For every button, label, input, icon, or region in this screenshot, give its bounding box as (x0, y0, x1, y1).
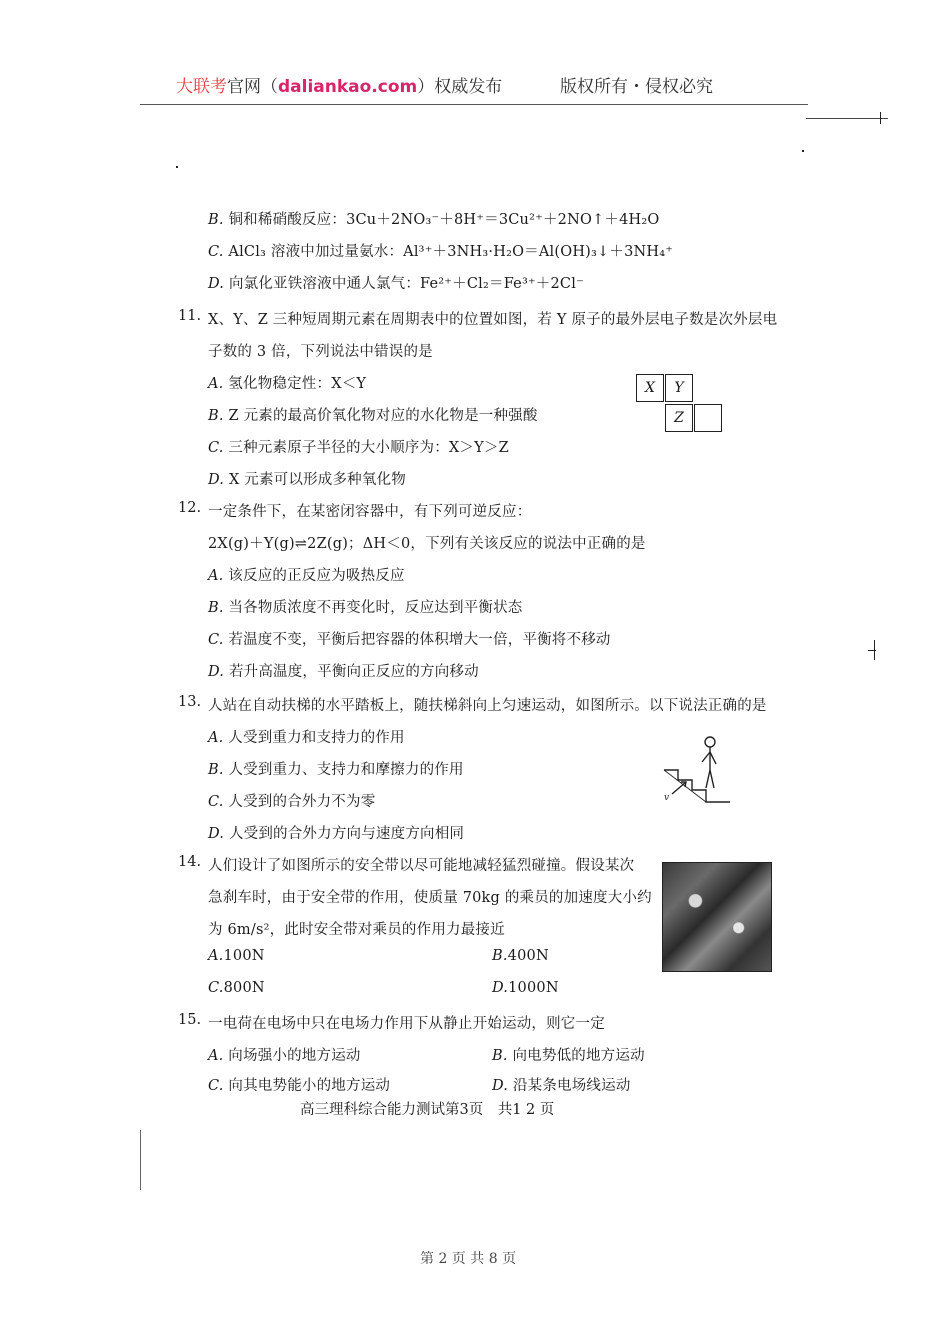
q15-option-a: A. 向场强小的地方运动 (208, 1048, 361, 1064)
scan-mark-tick (868, 650, 876, 651)
q11-stem-line1: X、Y、Z 三种短周期元素在周期表中的位置如图，若 Y 原子的最外层电子数是次外层电 (208, 312, 778, 328)
q12-option-c: C. 若温度不变，平衡后把容器的体积增大一倍，平衡将不移动 (208, 632, 611, 648)
header-divider (140, 104, 808, 105)
q11-option-d: D. X 元素可以形成多种氧化物 (208, 472, 406, 488)
site-header (176, 72, 502, 97)
q12-stem-line1: 一定条件下，在某密闭容器中，有下列可逆反应： (208, 504, 532, 520)
q14-stem-line1: 人们设计了如图所示的安全带以尽可能地减轻猛烈碰撞。假设某次 (208, 858, 635, 874)
page-number: 第 2 页 共 8 页 (420, 1251, 517, 1267)
exam-page-footer: 高三理科综合能力测试第3页 共1 2 页 (300, 1102, 555, 1118)
q13-option-d: D. 人受到的合外力方向与速度方向相同 (208, 826, 465, 842)
q15-option-c: C. 向其电势能小的地方运动 (208, 1078, 391, 1094)
velocity-arrow (672, 782, 686, 794)
copyright-notice: 版权所有・侵权必究 (560, 77, 713, 97)
q11-number: 11. (178, 308, 202, 324)
cell-x: X (636, 374, 664, 402)
q13-number: 13. (178, 694, 202, 710)
scan-margin-line (140, 1130, 141, 1190)
cell-y: Y (665, 374, 693, 402)
seatbelt-photo (662, 862, 772, 972)
q15-number: 15. (178, 1012, 202, 1028)
q14-number: 14. (178, 854, 202, 870)
q10-option-d: D. 向氯化亚铁溶液中通人氯气：Fe²⁺＋Cl₂＝Fe³⁺＋2Cl⁻ (208, 276, 584, 292)
q10-option-b: B. 铜和稀硝酸反应：3Cu＋2NO₃⁻＋8H⁺＝3Cu²⁺＋2NO↑＋4H₂O (208, 212, 660, 228)
q13-stem: 人站在自动扶梯的水平踏板上，随扶梯斜向上匀速运动，如图所示。以下说法正确的是 (208, 698, 767, 714)
q15-stem: 一电荷在电场中只在电场力作用下从静止开始运动，则它一定 (208, 1016, 605, 1032)
site-url-link[interactable]: daliankao.com (278, 77, 418, 97)
q14-option-a: A.100N (208, 948, 265, 964)
q11-option-c: C. 三种元素原子半径的大小顺序为：X＞Y＞Z (208, 440, 509, 456)
q11-stem-line2: 子数的 3 倍，下列说法中错误的是 (208, 344, 433, 360)
q15-option-d: D. 沿某条电场线运动 (492, 1078, 631, 1094)
escalator-steps (664, 770, 730, 802)
q12-number: 12. (178, 500, 202, 516)
brand-name: 大联考 (176, 77, 227, 97)
cell-z: Z (665, 404, 693, 432)
q14-option-c: C.800N (208, 980, 265, 996)
periodic-table-figure (636, 374, 734, 434)
scan-mark-line (806, 118, 888, 119)
q11-option-a: A. 氢化物稳定性：X＜Y (208, 376, 367, 392)
q15-option-b: B. 向电势低的地方运动 (492, 1048, 645, 1064)
q13-option-b: B. 人受到重力、支持力和摩擦力的作用 (208, 762, 464, 778)
q14-stem-line3: 为 6m/s²，此时安全带对乘员的作用力最接近 (208, 922, 505, 938)
q11-option-b: B. Z 元素的最高价氧化物对应的水化物是一种强酸 (208, 408, 538, 424)
q12-option-a: A. 该反应的正反应为吸热反应 (208, 568, 405, 584)
escalator-figure (660, 732, 734, 806)
scan-mark-tick (880, 112, 881, 124)
site-label: 官网（ (227, 77, 278, 97)
publish-label: ）权威发布 (417, 77, 503, 97)
q14-option-b: B.400N (492, 948, 549, 964)
cell-empty (694, 404, 722, 432)
q14-option-d: D.1000N (492, 980, 559, 996)
q12-stem-line2: 2X(g)＋Y(g)⇌2Z(g)；ΔH＜0，下列有关该反应的说法中正确的是 (208, 536, 646, 552)
q13-option-c: C. 人受到的合外力不为零 (208, 794, 376, 810)
q14-stem-line2: 急刹车时，由于安全带的作用，使质量 70kg 的乘员的加速度大小约 (208, 890, 652, 906)
person-head (705, 737, 715, 747)
q10-option-c: C. AlCl₃ 溶液中加过量氨水：Al³⁺＋3NH₃·H₂O＝Al(OH)₃↓＋3NH₄⁺ (208, 244, 674, 260)
q13-option-a: A. 人受到重力和支持力的作用 (208, 730, 405, 746)
q12-option-b: B. 当各物质浓度不再变化时，反应达到平衡状态 (208, 600, 523, 616)
velocity-label: v (664, 793, 670, 803)
q12-option-d: D. 若升高温度，平衡向正反应的方向移动 (208, 664, 479, 680)
scan-dot (802, 150, 804, 152)
scan-dot (176, 166, 178, 168)
